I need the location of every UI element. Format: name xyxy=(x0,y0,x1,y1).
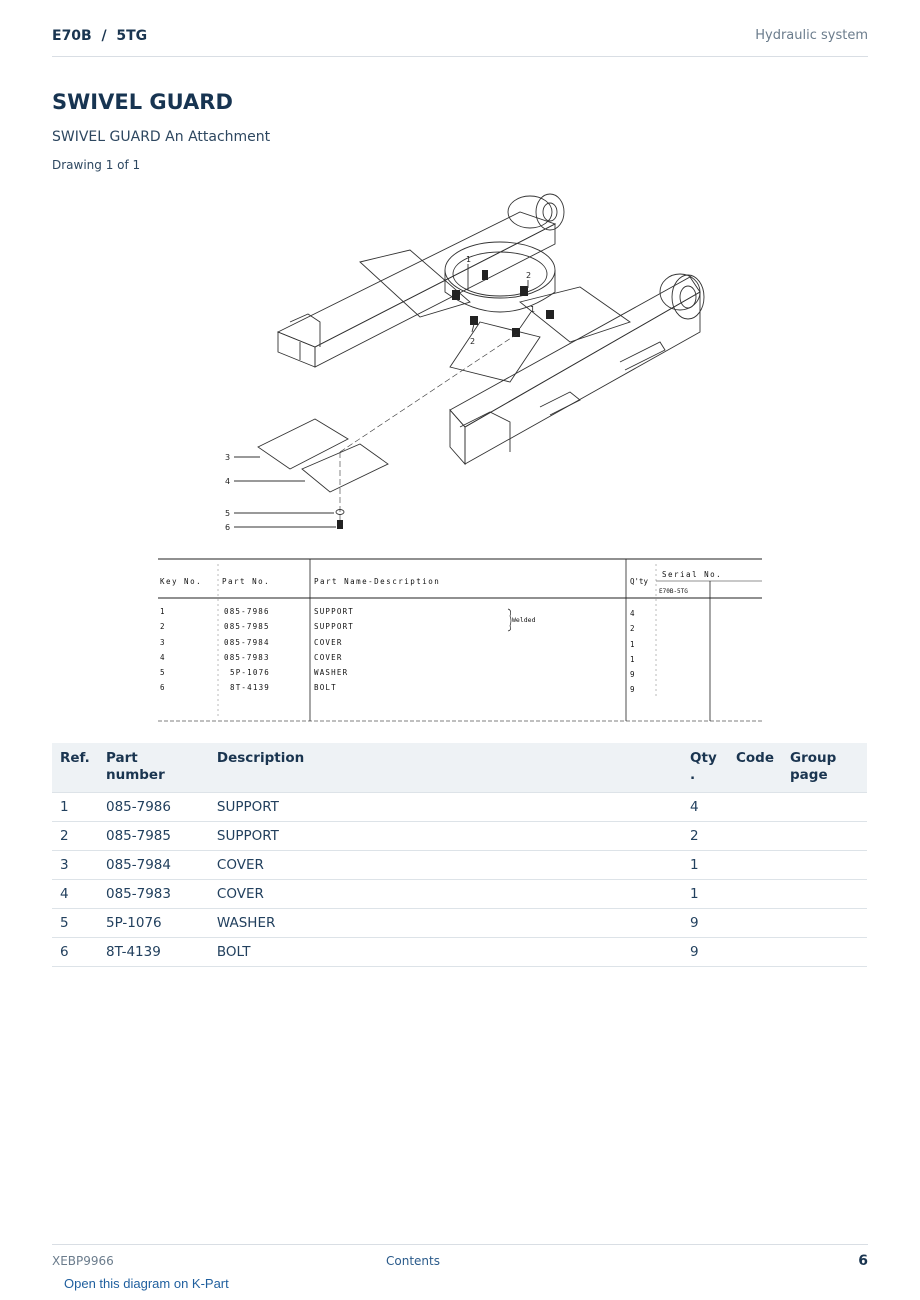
callout-label: 4 xyxy=(225,477,231,486)
cell-ref: 1 xyxy=(52,793,98,822)
scan-row-part: 085-7986 xyxy=(224,607,270,616)
cell-code xyxy=(728,793,782,822)
cell-code xyxy=(728,938,782,967)
cell-description: SUPPORT xyxy=(209,822,682,851)
callout-label: 1 xyxy=(530,305,536,314)
scan-row-desc: COVER xyxy=(314,638,343,647)
callout-label: 1 xyxy=(466,255,472,264)
scan-row-key: 3 xyxy=(160,638,166,647)
table-row xyxy=(52,822,867,851)
cell-qty: 2 xyxy=(682,822,728,851)
page-header xyxy=(52,28,868,57)
cell-description: WASHER xyxy=(209,909,682,938)
scan-row-qty: 1 xyxy=(630,640,636,649)
page-number: 6 xyxy=(858,1253,868,1269)
table-row xyxy=(52,880,867,909)
scan-row-desc: COVER xyxy=(314,653,343,662)
scan-row-qty: 9 xyxy=(630,670,636,679)
cell-part-number: 085-7985 xyxy=(98,822,209,851)
cell-code xyxy=(728,822,782,851)
column-header-ref: Ref. xyxy=(52,743,98,793)
scan-row-desc: WASHER xyxy=(314,668,349,677)
callout-label: 2 xyxy=(470,337,476,346)
section-label: Hydraulic system xyxy=(755,28,868,43)
model-label: E70B / 5TG xyxy=(52,28,148,44)
cell-ref: 5 xyxy=(52,909,98,938)
scan-header-serial: Serial No. xyxy=(662,570,723,579)
scan-header-model: E70B-5TG xyxy=(659,588,688,595)
parts-table-header xyxy=(52,743,867,793)
cell-qty: 4 xyxy=(682,793,728,822)
parts-table xyxy=(52,743,867,967)
bolt-shape xyxy=(337,520,343,529)
centre-line xyxy=(340,332,520,452)
scan-header-part: Part No. xyxy=(222,577,271,586)
cell-group-page xyxy=(782,880,867,909)
cell-qty: 9 xyxy=(682,938,728,967)
cell-qty: 9 xyxy=(682,909,728,938)
scan-row-qty: 9 xyxy=(630,685,636,694)
column-header-group-page: Group page xyxy=(782,743,867,793)
cell-ref: 4 xyxy=(52,880,98,909)
cell-group-page xyxy=(782,938,867,967)
scan-row-desc: SUPPORT xyxy=(314,622,355,631)
cell-code xyxy=(728,880,782,909)
scan-welded-note: Welded xyxy=(512,616,536,624)
scan-row-part: 8T-4139 xyxy=(230,683,271,692)
scan-row-key: 5 xyxy=(160,668,166,677)
cover-plate-lower xyxy=(302,444,388,492)
cell-description: COVER xyxy=(209,880,682,909)
callout-label: 3 xyxy=(225,453,231,462)
callout-label: 2 xyxy=(526,271,532,280)
scan-row-key: 2 xyxy=(160,622,166,631)
cell-ref: 3 xyxy=(52,851,98,880)
scan-row-qty: 1 xyxy=(630,655,636,664)
scan-row-part: 085-7985 xyxy=(224,622,270,631)
cell-description: BOLT xyxy=(209,938,682,967)
scan-row-part: 5P-1076 xyxy=(230,668,271,677)
cover-plate-upper xyxy=(258,419,348,469)
column-header-description: Description xyxy=(209,743,682,793)
cell-ref: 2 xyxy=(52,822,98,851)
page-title: SWIVEL GUARD xyxy=(52,90,233,114)
scan-header-desc: Part Name-Description xyxy=(314,577,441,586)
cell-ref: 6 xyxy=(52,938,98,967)
cell-group-page xyxy=(782,909,867,938)
cell-code xyxy=(728,909,782,938)
cell-group-page xyxy=(782,851,867,880)
callout-label: 5 xyxy=(225,509,231,518)
exploded-diagram xyxy=(220,182,760,537)
upper-frame-drawing xyxy=(278,194,704,464)
scan-row-part: 085-7983 xyxy=(224,653,270,662)
scan-row-desc: BOLT xyxy=(314,683,337,692)
scan-row-qty: 4 xyxy=(630,609,636,618)
cell-part-number: 8T-4139 xyxy=(98,938,209,967)
column-header-code: Code xyxy=(728,743,782,793)
scan-header-key: Key No. xyxy=(160,577,203,586)
callout-label: 6 xyxy=(225,523,231,532)
column-header-qty: Qty . xyxy=(682,743,728,793)
scan-row-key: 4 xyxy=(160,653,166,662)
scan-row-key: 1 xyxy=(160,607,166,616)
cell-part-number: 5P-1076 xyxy=(98,909,209,938)
page-subtitle: SWIVEL GUARD An Attachment xyxy=(52,129,271,145)
cell-group-page xyxy=(782,822,867,851)
cell-group-page xyxy=(782,793,867,822)
cell-description: COVER xyxy=(209,851,682,880)
cell-code xyxy=(728,851,782,880)
table-row xyxy=(52,938,867,967)
document-id: XEBP9966 xyxy=(52,1254,114,1268)
scan-row-key: 6 xyxy=(160,683,166,692)
cell-qty: 1 xyxy=(682,880,728,909)
cell-part-number: 085-7986 xyxy=(98,793,209,822)
contents-link[interactable]: Contents xyxy=(386,1254,440,1268)
page-footer xyxy=(52,1244,868,1275)
cell-description: SUPPORT xyxy=(209,793,682,822)
cell-qty: 1 xyxy=(682,851,728,880)
table-row xyxy=(52,909,867,938)
table-row xyxy=(52,793,867,822)
scan-header-qty: Q'ty xyxy=(630,577,649,586)
cell-part-number: 085-7984 xyxy=(98,851,209,880)
column-header-part-number: Part number xyxy=(98,743,209,793)
cell-part-number: 085-7983 xyxy=(98,880,209,909)
scan-row-part: 085-7984 xyxy=(224,638,270,647)
table-row xyxy=(52,851,867,880)
open-on-kpart-link[interactable]: Open this diagram on K-Part xyxy=(64,1276,229,1291)
scan-row-qty: 2 xyxy=(630,624,636,633)
scan-row-desc: SUPPORT xyxy=(314,607,355,616)
scanned-parts-table xyxy=(158,556,762,726)
drawing-count: Drawing 1 of 1 xyxy=(52,158,141,172)
